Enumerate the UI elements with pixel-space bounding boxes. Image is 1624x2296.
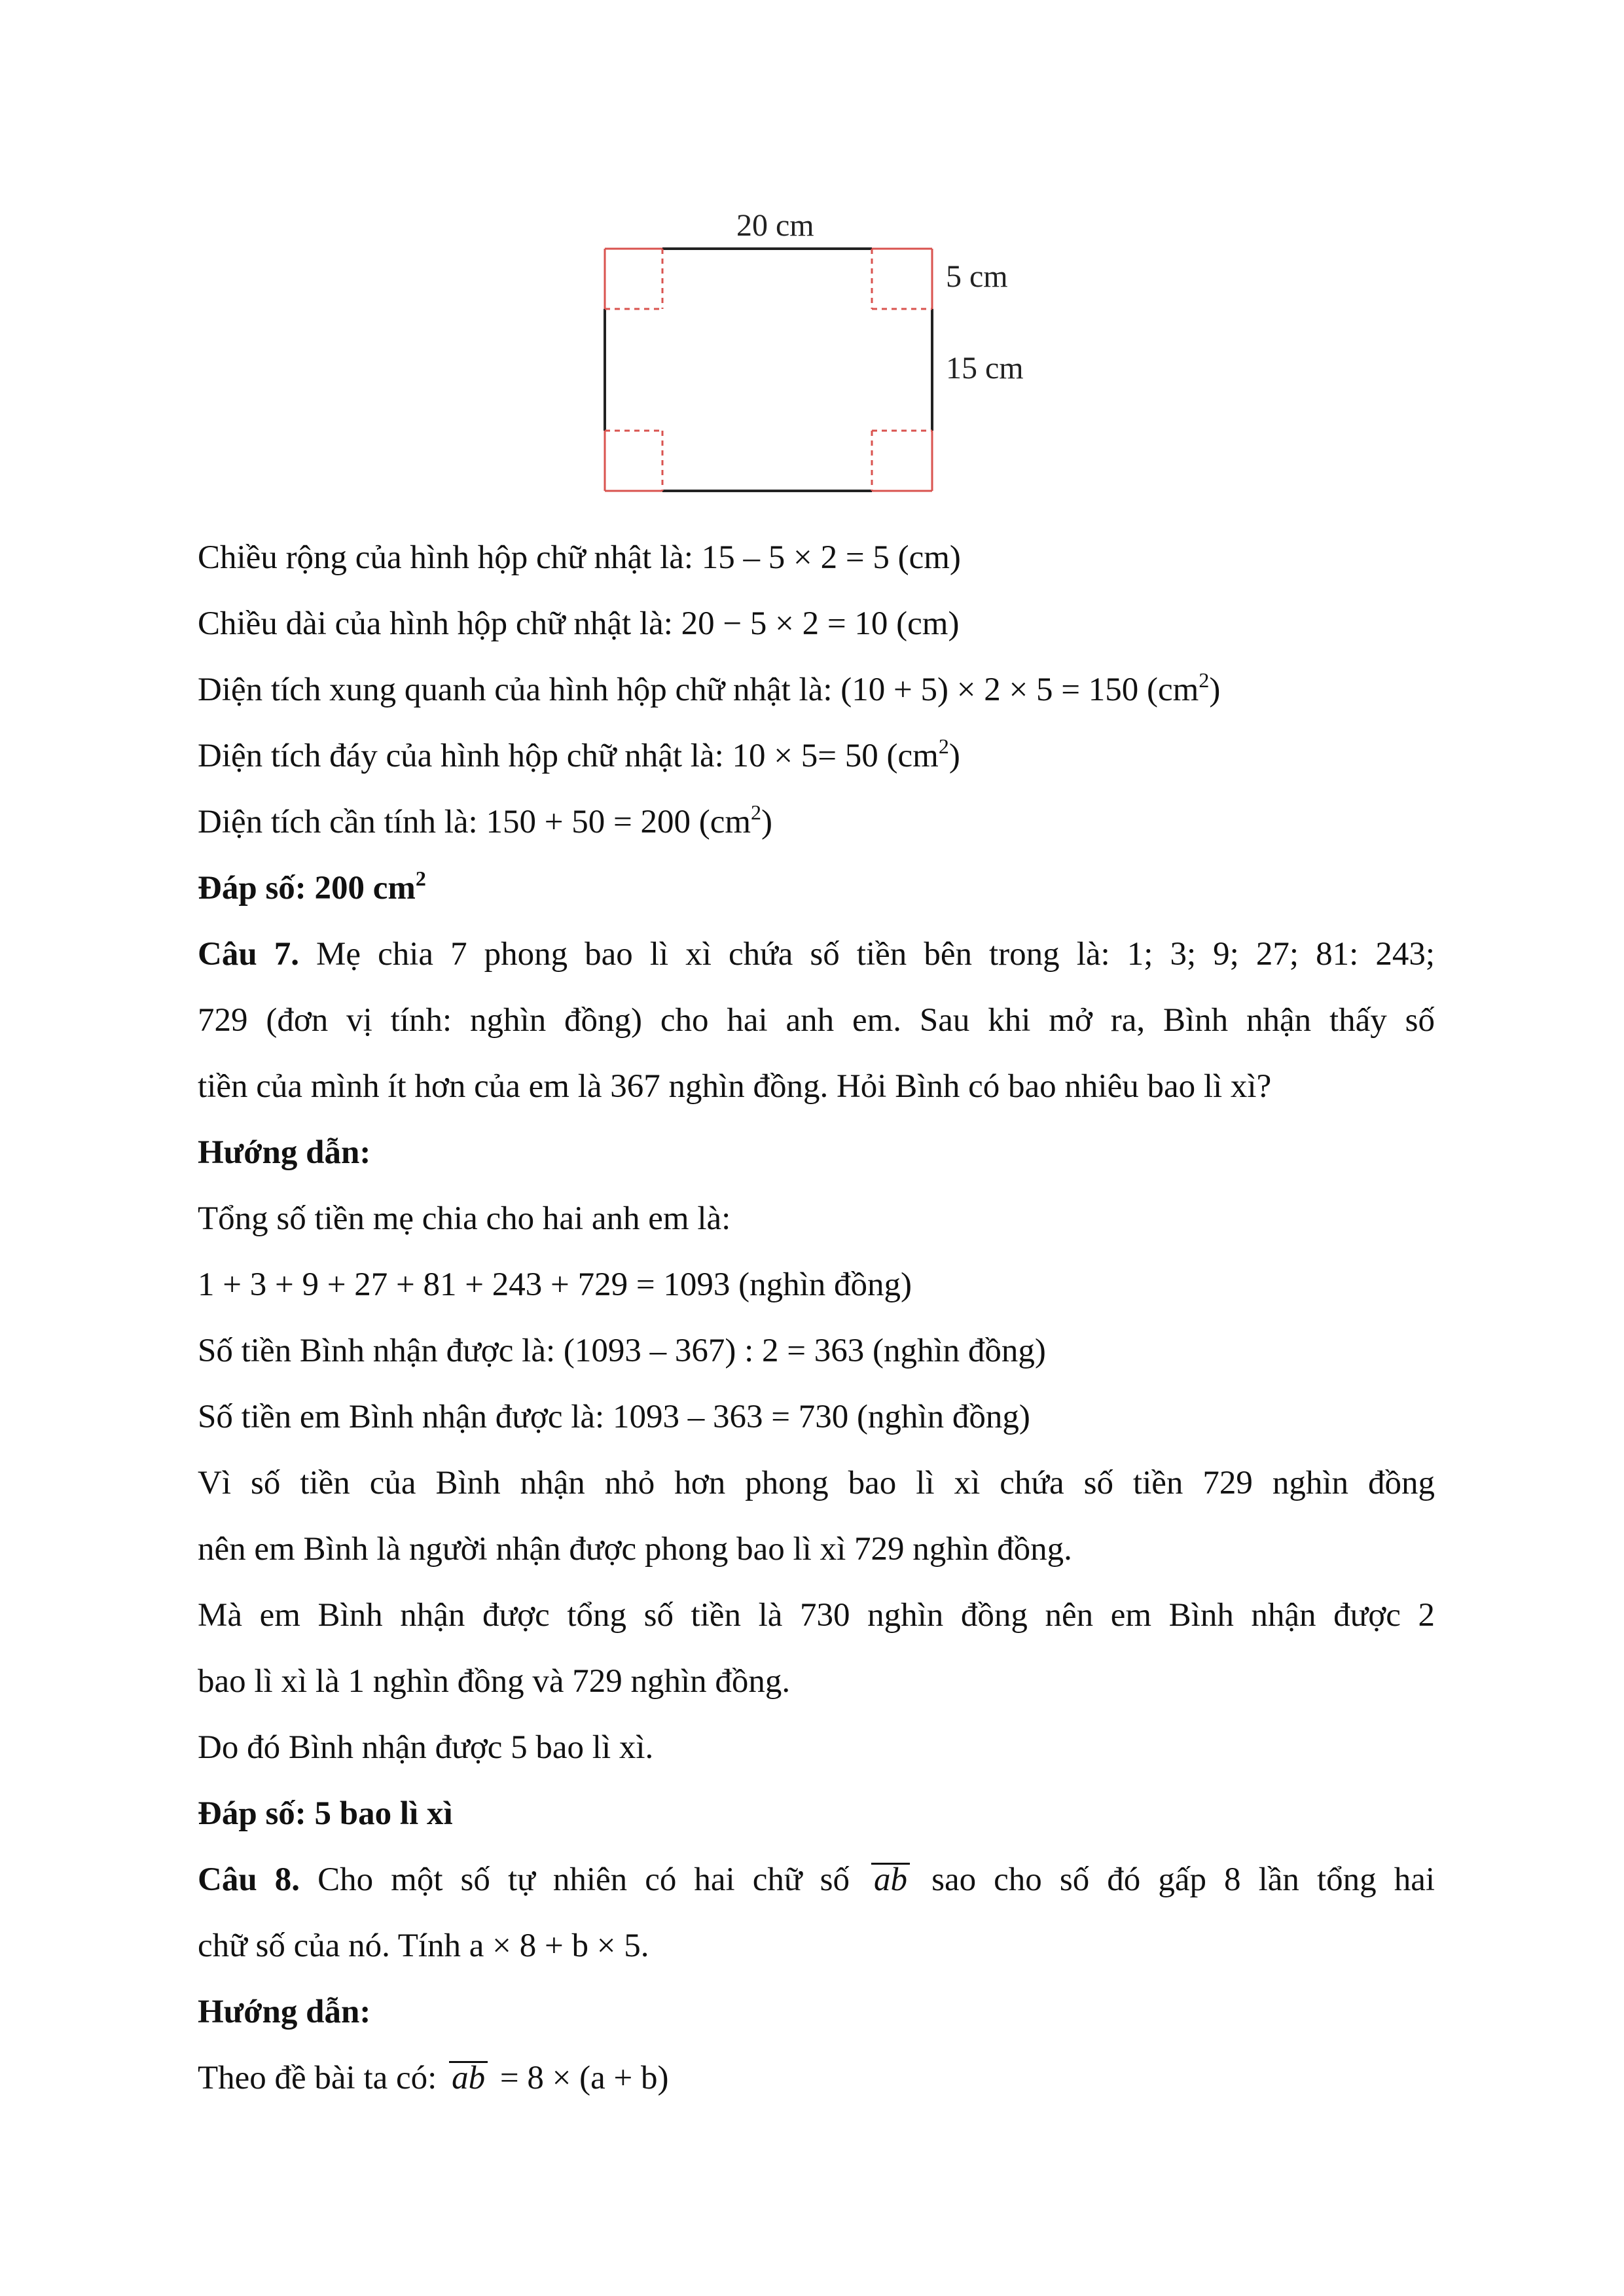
text-line: 1 + 3 + 9 + 27 + 81 + 243 + 729 = 1093 (nghìn đồng) bbox=[198, 1266, 912, 1303]
overline-ab: ab bbox=[449, 2061, 488, 2093]
question-label: Câu 7. bbox=[198, 936, 299, 973]
text-line: Số tiền em Bình nhận được là: 1093 – 363 = 730 (nghìn đồng) bbox=[198, 1399, 1030, 1435]
document-body bbox=[198, 525, 1435, 2111]
label-5cm: 5 cm bbox=[946, 259, 1008, 294]
text-line: Diện tích xung quanh của hình hộp chữ nhật là: (10 + 5) × 2 × 5 = 150 $(cm^2)$ bbox=[198, 668, 1221, 708]
text-line: Do đó Bình nhận được 5 bao lì xì. bbox=[198, 1729, 654, 1766]
question-label: Câu 8. bbox=[198, 1861, 300, 1898]
text-line: Diện tích đáy của hình hộp chữ nhật là: 10 × 5= 50 $(cm^2)$ bbox=[198, 734, 960, 774]
question-7-line: 729 (đơn vị tính: nghìn đồng) cho hai anh em. Sau khi mở ra, Bình nhận thấy số bbox=[198, 1002, 1435, 1039]
text-line: Số tiền Bình nhận được là: (1093 – 367) : 2 = 363 (nghìn đồng) bbox=[198, 1333, 1046, 1369]
corner-bottom-right bbox=[872, 431, 932, 491]
text-line: nên em Bình là người nhận được phong bao lì xì 729 nghìn đồng. bbox=[198, 1531, 1072, 1568]
text-line: bao lì xì là 1 nghìn đồng và 729 nghìn đồng. bbox=[198, 1663, 791, 1700]
text-line: Theo đề bài ta có: ab = 8 × (a + b) bbox=[198, 2060, 669, 2096]
text-line: Chiều rộng của hình hộp chữ nhật là: 15 – 5 × 2 = 5 (cm) bbox=[198, 539, 961, 576]
guide-heading: Hướng dẫn: bbox=[198, 1134, 371, 1171]
label-15cm: 15 cm bbox=[946, 351, 1024, 386]
text-line: Vì số tiền của Bình nhận nhỏ hơn phong bao lì xì chứa số tiền 729 nghìn đồng bbox=[198, 1465, 1435, 1501]
question-8-line: chữ số của nó. Tính a × 8 + b × 5. bbox=[198, 1928, 649, 1964]
question-7-line: tiền của mình ít hơn của em là 367 nghìn đồng. Hỏi Bình có bao nhiêu bao lì xì? bbox=[198, 1068, 1272, 1105]
corner-top-right bbox=[872, 249, 932, 309]
text-line: Mà em Bình nhận được tổng số tiền là 730 nghìn đồng nên em Bình nhận được 2 bbox=[198, 1597, 1435, 1634]
corner-bottom-left bbox=[605, 431, 662, 491]
question-8-line: Câu 8. Cho một số tự nhiên có hai chữ số ab sao cho số đó gấp 8 lần tổng hai bbox=[198, 1861, 1435, 1898]
overline-ab: ab bbox=[871, 1863, 910, 1895]
label-20cm: 20 cm bbox=[736, 208, 814, 243]
guide-heading: Hướng dẫn: bbox=[198, 1994, 371, 2030]
text-line: Chiều dài của hình hộp chữ nhật là: 20 − 5 × 2 = 10 (cm) bbox=[198, 605, 960, 642]
question-7-line: Câu 7. Mẹ chia 7 phong bao lì xì chứa số tiền bên trong là: 1; 3; 9; 27; 81: 243; bbox=[198, 936, 1435, 973]
answer-line: Đáp số: 5 bao lì xì bbox=[198, 1795, 453, 1832]
text-line: Tổng số tiền mẹ chia cho hai anh em là: bbox=[198, 1200, 731, 1237]
text-line: Diện tích cần tính là: 150 + 50 = 200 $(cm^2)$ bbox=[198, 800, 772, 840]
answer-line: Đáp số: 200 $cm^2$ bbox=[198, 867, 426, 906]
box-net-figure bbox=[563, 196, 1060, 504]
corner-top-left bbox=[605, 249, 662, 309]
